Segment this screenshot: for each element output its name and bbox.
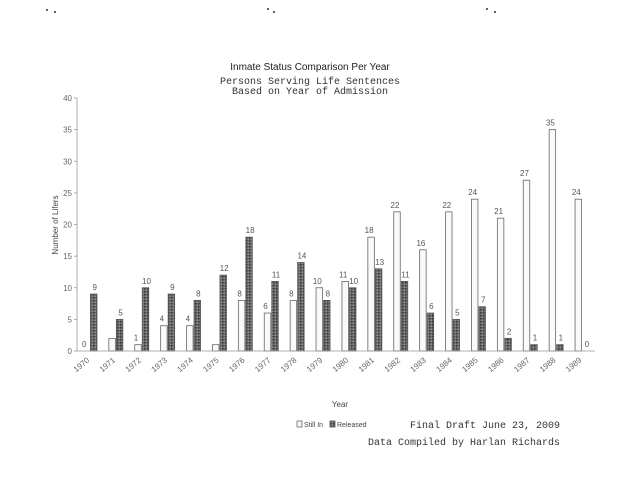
data-label-released-1985: 7 <box>480 295 486 305</box>
bar-released-1988 <box>557 345 564 351</box>
bar-still-in-1986 <box>497 218 504 351</box>
bar-released-1978 <box>298 262 305 351</box>
bar-released-1984 <box>453 319 460 351</box>
data-label-released-1974: 8 <box>196 289 201 299</box>
scan-artifact-dot <box>494 11 496 13</box>
x-tick-label-1980: 1980 <box>330 355 351 374</box>
footer-compiled-by: Data Compiled by Harlan Richards <box>368 438 561 449</box>
bar-released-1976 <box>246 237 253 351</box>
bar-released-1987 <box>531 345 538 351</box>
data-label-still-in-1982: 22 <box>390 200 400 210</box>
data-label-still-in-1989: 24 <box>571 188 581 198</box>
bar-still-in-1984 <box>446 212 453 351</box>
data-label-released-1978: 14 <box>297 251 307 261</box>
data-label-still-in-1974: 4 <box>185 314 191 324</box>
data-label-still-in-1970: 0 <box>81 340 87 349</box>
data-label-still-in-1981: 18 <box>364 226 374 236</box>
x-tick-label-1986: 1986 <box>486 355 506 374</box>
data-label-still-in-1983: 16 <box>416 238 426 248</box>
bar-released-1985 <box>479 307 486 351</box>
y-tick-label: 10 <box>63 283 72 293</box>
data-label-released-1973: 9 <box>170 283 175 293</box>
x-tick-label-1985: 1985 <box>460 355 480 374</box>
y-tick-label: 5 <box>67 315 72 325</box>
scan-artifact-dot <box>54 11 56 13</box>
x-tick-label-1987: 1987 <box>512 355 532 374</box>
bar-released-1974 <box>194 300 201 351</box>
data-label-released-1986: 2 <box>506 327 512 337</box>
scan-artifact-dot <box>46 9 48 11</box>
bar-released-1975 <box>220 275 227 351</box>
bar-released-1977 <box>272 281 279 351</box>
x-axis <box>72 351 595 374</box>
legend <box>297 421 367 429</box>
data-label-released-1976: 18 <box>245 226 255 236</box>
bar-still-in-1973 <box>161 326 168 351</box>
data-label-released-1975: 12 <box>219 264 229 274</box>
x-tick-label-1971: 1971 <box>97 355 118 374</box>
bar-released-1973 <box>168 294 175 351</box>
data-label-still-in-1979: 10 <box>312 276 322 286</box>
bar-still-in-1974 <box>187 326 194 351</box>
x-tick-label-1988: 1988 <box>538 355 558 374</box>
x-tick-label-1974: 1974 <box>175 355 195 374</box>
legend-label-released: Released <box>337 422 367 429</box>
data-label-still-in-1980: 11 <box>339 270 348 280</box>
data-label-released-1981: 13 <box>375 257 385 267</box>
data-label-still-in-1978: 8 <box>289 289 294 299</box>
bar-still-in-1971 <box>109 338 116 351</box>
chart-subtitle-line-1: Persons Serving Life Sentences <box>219 77 401 88</box>
bar-still-in-1989 <box>575 199 582 351</box>
bar-still-in-1978 <box>290 300 297 351</box>
y-axis <box>63 94 77 356</box>
data-label-released-1977: 11 <box>271 270 281 280</box>
chart-title: Inmate Status Comparison Per Year <box>230 62 390 73</box>
data-label-released-1970: 9 <box>92 283 97 293</box>
bar-group <box>82 119 590 351</box>
chart-subtitle-line-2: Based on Year of Admission <box>231 87 389 98</box>
data-label-released-1980: 10 <box>349 276 359 286</box>
data-label-still-in-1977: 6 <box>263 302 268 312</box>
data-label-released-1983: 6 <box>429 302 434 312</box>
y-tick-label: 40 <box>63 94 72 103</box>
bar-released-1972 <box>142 288 149 351</box>
data-label-still-in-1972: 1 <box>133 333 139 343</box>
x-axis-label: Year <box>331 400 349 409</box>
bar-still-in-1983 <box>420 250 427 351</box>
scan-artifact-dot <box>486 8 488 10</box>
legend-swatch-still-in <box>297 421 302 427</box>
bar-still-in-1980 <box>342 281 349 351</box>
y-tick-label: 25 <box>63 188 72 198</box>
bar-released-1971 <box>116 319 123 351</box>
bar-still-in-1979 <box>316 288 323 351</box>
data-label-released-1971: 5 <box>118 308 123 318</box>
data-label-still-in-1987: 27 <box>520 169 529 179</box>
footer-final-draft: Final Draft June 23, 2009 <box>410 421 561 432</box>
bar-released-1986 <box>505 338 512 351</box>
bar-still-in-1975 <box>212 345 219 351</box>
data-label-still-in-1986: 21 <box>494 207 504 217</box>
bar-still-in-1985 <box>471 199 478 351</box>
scan-artifact-dot <box>267 8 269 10</box>
x-tick-label-1983: 1983 <box>408 355 428 374</box>
x-tick-label-1989: 1989 <box>563 355 584 374</box>
bar-still-in-1982 <box>394 212 401 351</box>
bar-still-in-1977 <box>264 313 271 351</box>
x-tick-label-1973: 1973 <box>149 355 169 374</box>
data-label-still-in-1985: 24 <box>468 188 478 198</box>
data-label-released-1984: 5 <box>455 308 460 318</box>
x-tick-label-1976: 1976 <box>227 355 247 374</box>
scan-artifact-dot <box>273 11 275 13</box>
x-tick-label-1970: 1970 <box>71 355 92 374</box>
data-label-still-in-1973: 4 <box>159 314 165 324</box>
data-label-released-1979: 8 <box>325 289 331 299</box>
legend-swatch-released <box>330 421 335 427</box>
legend-label-still-in: Still In <box>304 422 324 429</box>
data-label-still-in-1984: 22 <box>442 200 452 210</box>
bar-released-1970 <box>90 294 97 351</box>
x-tick-label-1975: 1975 <box>201 355 221 374</box>
data-label-released-1989: 0 <box>584 340 590 349</box>
bar-released-1982 <box>401 281 408 351</box>
data-label-released-1987: 1 <box>532 333 538 343</box>
bar-still-in-1981 <box>368 237 375 351</box>
bar-released-1980 <box>349 288 356 351</box>
y-axis-label: Number of Lifers <box>51 195 60 255</box>
x-tick-label-1972: 1972 <box>123 355 144 374</box>
x-tick-label-1981: 1981 <box>356 355 377 374</box>
y-tick-label: 15 <box>63 252 72 262</box>
bar-still-in-1972 <box>135 345 142 351</box>
data-label-released-1972: 10 <box>142 276 151 286</box>
data-label-released-1988: 1 <box>558 333 564 343</box>
y-tick-label: 35 <box>63 125 72 135</box>
y-tick-label: 20 <box>63 220 72 230</box>
y-tick-label: 30 <box>63 157 72 167</box>
bar-released-1979 <box>324 300 331 351</box>
bar-still-in-1976 <box>238 300 245 351</box>
y-tick-label: 0 <box>67 347 72 356</box>
x-tick-label-1984: 1984 <box>434 355 454 374</box>
bar-released-1981 <box>375 269 382 351</box>
x-tick-label-1978: 1978 <box>279 355 299 374</box>
x-tick-label-1979: 1979 <box>304 355 325 374</box>
x-tick-label-1977: 1977 <box>253 355 273 374</box>
x-tick-label-1982: 1982 <box>382 355 403 374</box>
data-label-still-in-1976: 8 <box>237 289 242 299</box>
bar-still-in-1988 <box>549 130 556 351</box>
data-label-released-1982: 11 <box>401 270 410 280</box>
bar-released-1983 <box>427 313 434 351</box>
data-label-still-in-1988: 35 <box>545 118 555 128</box>
bar-still-in-1987 <box>523 180 530 351</box>
